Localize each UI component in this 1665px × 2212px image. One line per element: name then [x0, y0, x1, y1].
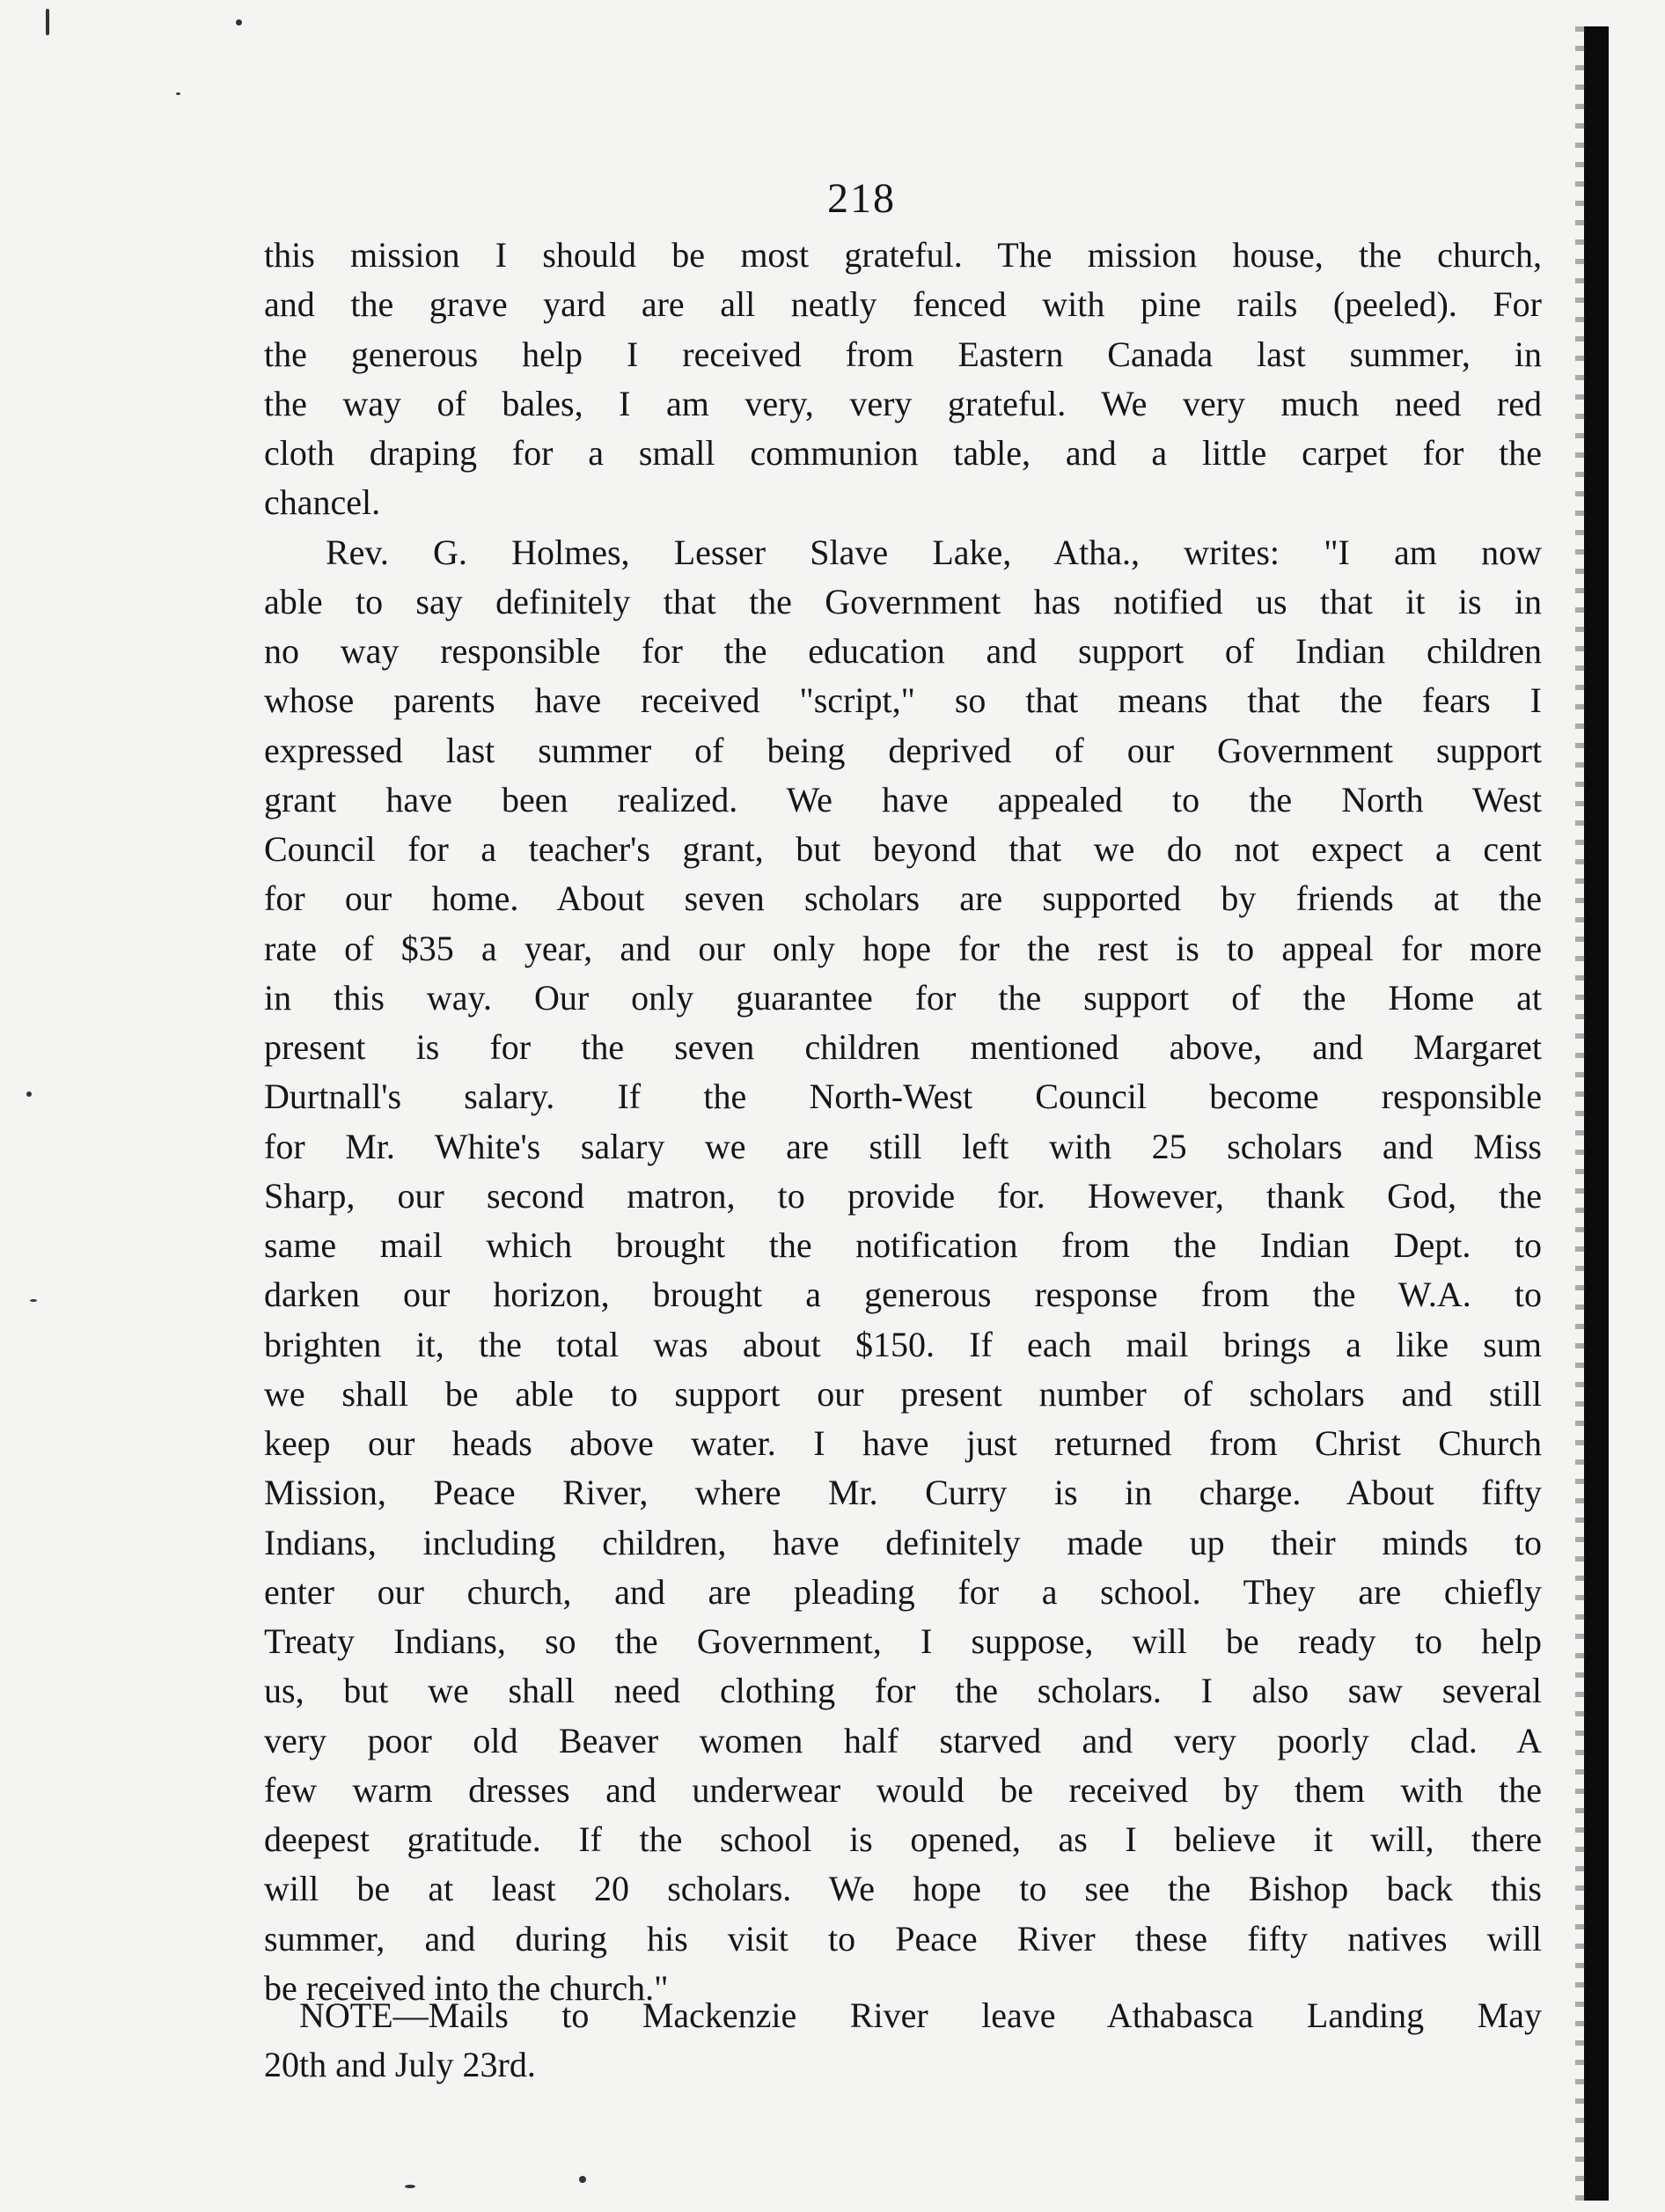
scan-speck — [176, 92, 180, 95]
text-line: for Mr. White's salary we are still left with 25 scholars and Miss — [264, 1126, 1542, 1166]
text-line: summer, and during his visit to Peace River these fifty natives will — [264, 1918, 1542, 1958]
text-line: keep our heads above water. I have just returned from Christ Church — [264, 1423, 1542, 1463]
text-line: Rev. G. Holmes, Lesser Slave Lake, Atha., writes: "I am now — [326, 532, 1542, 572]
scan-speck — [46, 9, 49, 35]
body-text — [264, 231, 1542, 2013]
text-line: expressed last summer of being deprived of our Government support — [264, 730, 1542, 770]
text-line: same mail which brought the notification from the Indian Dept. to — [264, 1225, 1542, 1265]
text-line: be received into the church." — [264, 1967, 669, 2008]
scan-speck — [405, 2185, 415, 2188]
text-line: few warm dresses and underwear would be received by them with the — [264, 1769, 1542, 1810]
text-line: Council for a teacher's grant, but beyond that we do not expect a cent — [264, 829, 1542, 869]
scan-speck — [30, 1299, 37, 1302]
text-line: able to say definitely that the Government has notified us that it is in — [264, 581, 1542, 621]
page-number: 218 — [827, 175, 896, 222]
text-line: the way of bales, I am very, very grateful. We very much need red — [264, 383, 1542, 423]
scan-speck — [579, 2176, 586, 2183]
text-line: will be at least 20 scholars. We hope to see the Bishop back this — [264, 1869, 1542, 1909]
text-line: darken our horizon, brought a generous response from the W.A. to — [264, 1275, 1542, 1315]
text-line: rate of $35 a year, and our only hope for the rest is to appeal for more — [264, 928, 1542, 968]
scan-speck — [236, 19, 242, 26]
text-line: Treaty Indians, so the Government, I suppose, will be ready to help — [264, 1621, 1542, 1661]
text-line: chancel. — [264, 482, 381, 523]
text-line: cloth draping for a small communion table, and a little carpet for the — [264, 433, 1542, 473]
note-paragraph — [264, 1991, 1542, 2091]
note-line: 20th and July 23rd. — [264, 2045, 536, 2085]
text-line: and the grave yard are all neatly fenced with pine rails (peeled). For — [264, 284, 1542, 325]
text-line: in this way. Our only guarantee for the support of the Home at — [264, 977, 1542, 1018]
text-line: us, but we shall need clothing for the scholars. I also saw several — [264, 1671, 1542, 1711]
text-line: we shall be able to support our present number of scholars and still — [264, 1373, 1542, 1414]
text-line: present is for the seven children mentioned above, and Margaret — [264, 1027, 1542, 1067]
scan-speck — [26, 1091, 32, 1097]
text-line: enter our church, and are pleading for a school. They are chiefly — [264, 1571, 1542, 1612]
text-line: grant have been realized. We have appealed to the North West — [264, 779, 1542, 819]
book-binding-edge — [1584, 26, 1609, 2201]
text-line: Mission, Peace River, where Mr. Curry is in charge. About fifty — [264, 1473, 1542, 1513]
text-line: Indians, including children, have definitely made up their minds to — [264, 1522, 1542, 1562]
text-line: whose parents have received "script," so that means that the fears I — [264, 680, 1542, 721]
text-line: Durtnall's salary. If the North-West Council become responsible — [264, 1077, 1542, 1117]
text-line: Sharp, our second matron, to provide for. However, thank God, the — [264, 1175, 1542, 1216]
text-line: very poor old Beaver women half starved and very poorly clad. A — [264, 1720, 1542, 1760]
text-line: this mission I should be most grateful. The mission house, the church, — [264, 235, 1542, 275]
text-line: the generous help I received from Eastern Canada last summer, in — [264, 334, 1542, 374]
text-line: for our home. About seven scholars are supported by friends at the — [264, 878, 1542, 919]
text-line: no way responsible for the education and support of Indian children — [264, 631, 1542, 671]
note-line: NOTE—Mails to Mackenzie River leave Athabasca Landing May — [299, 1995, 1542, 2035]
text-line: brighten it, the total was about $150. If each mail brings a like sum — [264, 1324, 1542, 1364]
text-line: deepest gratitude. If the school is opened, as I believe it will, there — [264, 1819, 1542, 1859]
binding-fray — [1575, 26, 1586, 2201]
